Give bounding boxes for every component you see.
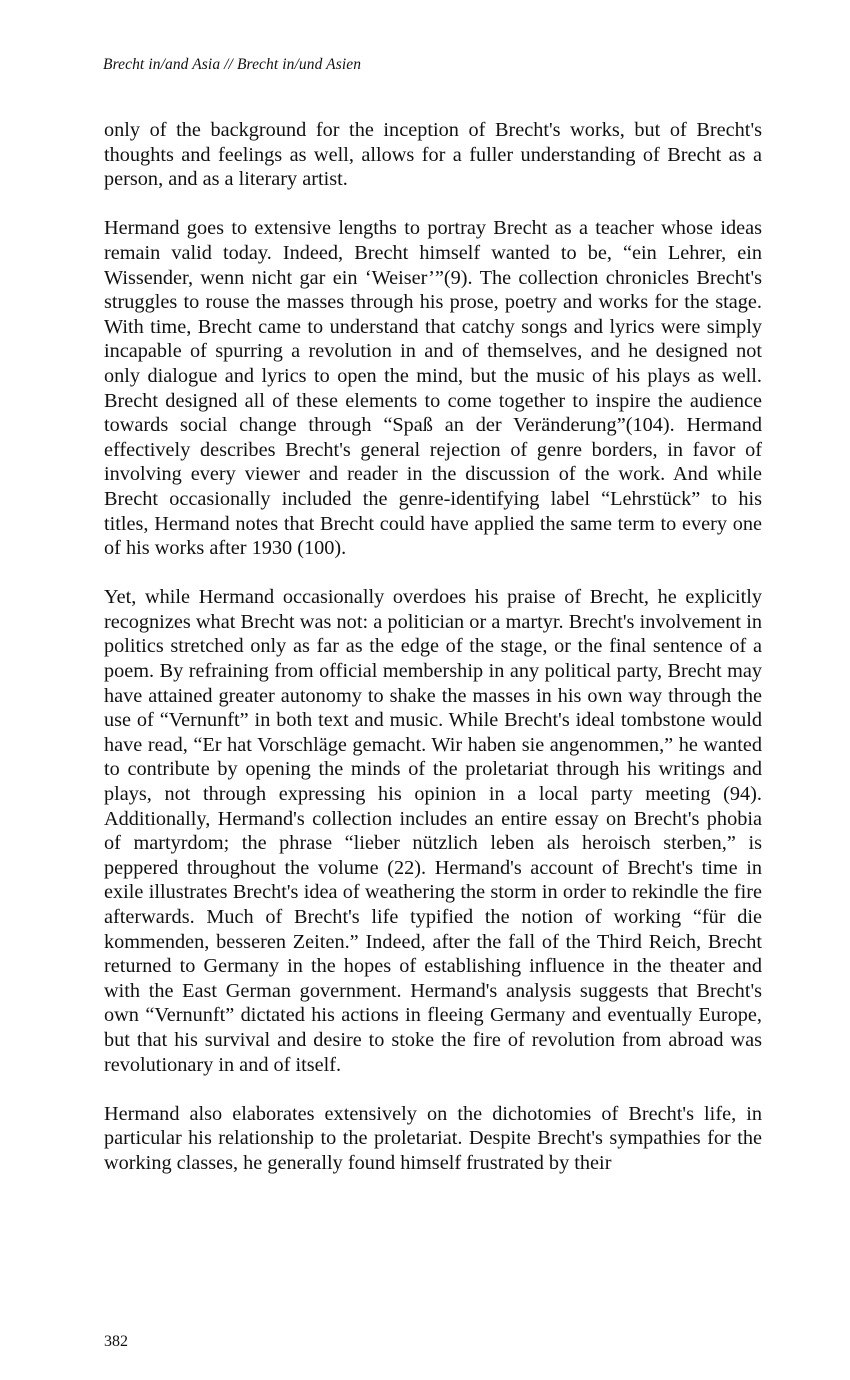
body-text (104, 118, 762, 1200)
running-head: Brecht in/and Asia // Brecht in/und Asien (103, 56, 362, 73)
paragraph-4: Hermand also elaborates extensively on the dichotomies of Brecht's life, in particular his relationship to the proletariat. Despite Brecht's sympathies for the working classes, he generally found himself frustrated by their (104, 1102, 762, 1174)
page-number: 382 (104, 1333, 128, 1350)
paragraph-3: Yet, while Hermand occasionally overdoes his praise of Brecht, he explicitly recognizes what Brecht was not: a politician or a martyr. Brecht's involvement in politics stretched only as far as the edge of the stage, or the final sentence of a poem. By refraining from official membership in any political party, Brecht may have attained greater autonomy to shake the masses in his own way through the use of “Vernunft” in both text and music. While Brecht's ideal tombstone would have read, “Er hat Vorschläge gemacht. Wir haben sie angenommen,” he wanted to contribute by opening the minds of the proletariat through his writings and plays, not through expressing his opinion in a local party meeting (94). Additionally, Hermand's collection includes an entire essay on Brecht's phobia of martyrdom; the phrase “lieber nützlich leben als heroisch sterben,” is peppered throughout the volume (22). Hermand's account of Brecht's time in exile illustrates Brecht's idea of weathering the storm in order to rekindle the fire afterwards. Much of Brecht's life typified the notion of working “für die kommenden, besseren Zeiten.” Indeed, after the fall of the Third Reich, Brecht returned to Germany in the hopes of establishing influence in the theater and with the East German government. Hermand's analysis suggests that Brecht's own “Vernunft” dictated his actions in fleeing Germany and eventually Europe, but that his survival and desire to stoke the fire of revolution from abroad was revolutionary in and of itself. (104, 586, 762, 1076)
paragraph-1: only of the background for the inception of Brecht's works, but of Brecht's thoughts and feelings as well, allows for a fuller understanding of Brecht as a person, and as a literary artist. (104, 119, 762, 191)
paragraph-2: Hermand goes to extensive lengths to portray Brecht as a teacher whose ideas remain valid today. Indeed, Brecht himself wanted to be, “ein Lehrer, ein Wissender, wenn nicht gar ein ‘Weiser’”(9). The collection chronicles Brecht's struggles to rouse the masses through his prose, poetry and works for the stage. With time, Brecht came to understand that catchy songs and lyrics were simply incapable of spurring a revolution in and of themselves, and he designed not only dialogue and lyrics to open the mind, but the music of his plays as well. Brecht designed all of these elements to come together to inspire the audience towards social change through “Spaß an der Veränderung”(104). Hermand effectively describes Brecht's general rejection of genre borders, in favor of involving every viewer and reader in the discussion of the work. And while Brecht occasionally included the genre-identifying label “Lehrstück” to his titles, Hermand notes that Brecht could have applied the same term to every one of his works after 1930 (100). (104, 217, 762, 560)
